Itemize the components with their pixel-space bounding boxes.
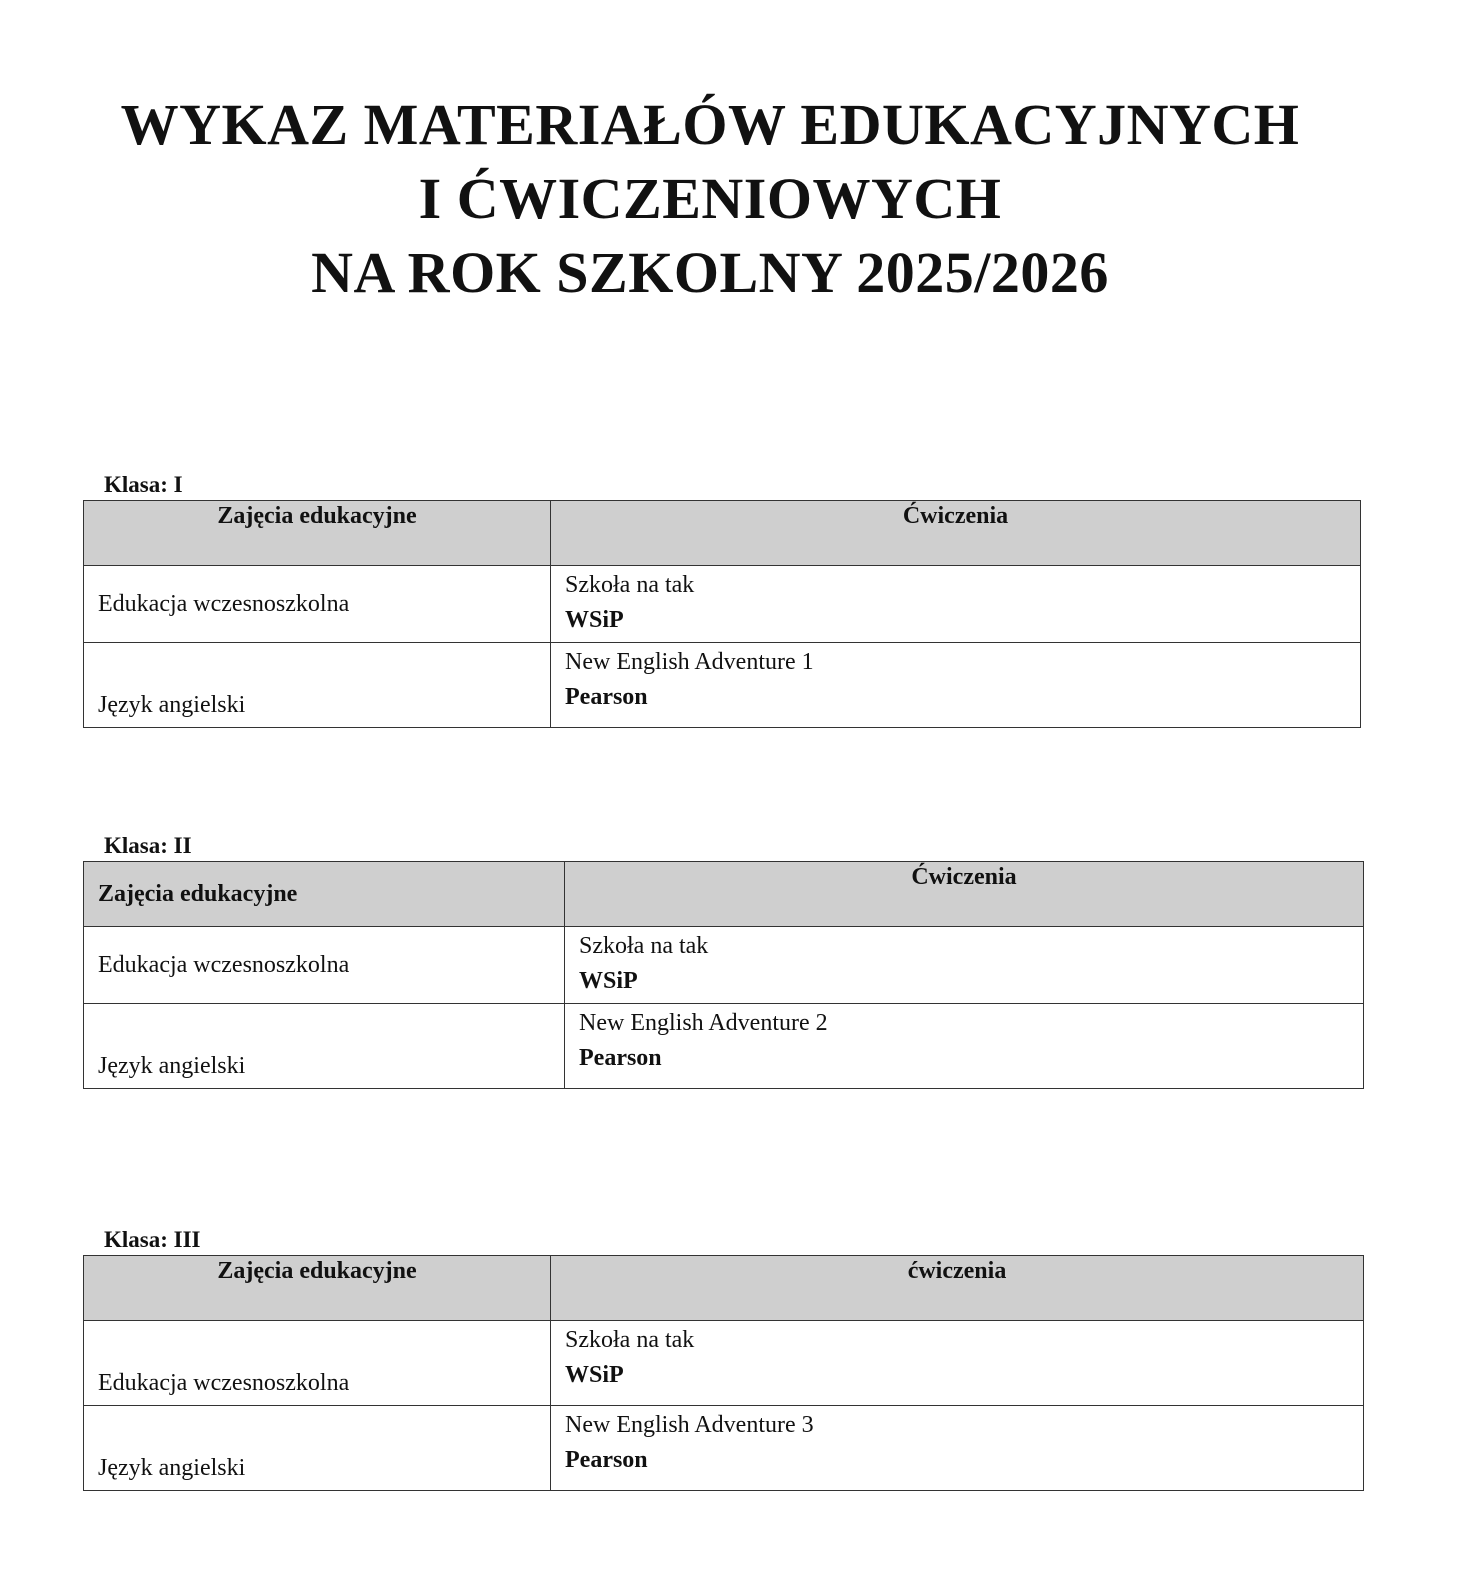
material-title: Szkoła na tak xyxy=(565,1327,695,1353)
class-3-table xyxy=(83,1255,1364,1491)
header-materials: ćwiczenia xyxy=(551,1256,1364,1321)
table-header-row xyxy=(84,501,1361,566)
material-cell xyxy=(551,566,1361,643)
material-cell xyxy=(565,1004,1364,1089)
table-row xyxy=(84,1321,1364,1406)
subject-cell: Język angielski xyxy=(84,1004,565,1089)
material-title: New English Adventure 2 xyxy=(579,1010,828,1036)
material-publisher: WSiP xyxy=(579,968,638,994)
table-header-row xyxy=(84,862,1364,927)
header-subject: Zajęcia edukacyjne xyxy=(84,862,565,927)
material-publisher: Pearson xyxy=(579,1045,662,1071)
subject-cell: Język angielski xyxy=(84,643,551,728)
subject-cell: Edukacja wczesnoszkolna xyxy=(84,566,551,643)
material-title: New English Adventure 3 xyxy=(565,1412,814,1438)
material-cell xyxy=(551,1321,1364,1406)
material-cell xyxy=(565,927,1364,1004)
header-materials: Ćwiczenia xyxy=(551,501,1361,566)
table-header-row xyxy=(84,1256,1364,1321)
subject-cell: Edukacja wczesnoszkolna xyxy=(84,927,565,1004)
material-publisher: Pearson xyxy=(565,1447,648,1473)
material-publisher: WSiP xyxy=(565,607,624,633)
title-line-3: NA ROK SZKOLNY 2025/2026 xyxy=(311,240,1109,305)
table-row xyxy=(84,566,1361,643)
table-row xyxy=(84,643,1361,728)
class-1-label: Klasa: I xyxy=(104,472,183,497)
header-subject: Zajęcia edukacyjne xyxy=(84,1256,551,1321)
material-cell xyxy=(551,643,1361,728)
document-title xyxy=(0,88,1420,310)
class-3-label: Klasa: III xyxy=(104,1227,201,1252)
title-line-2: I ĆWICZENIOWYCH xyxy=(418,166,1002,231)
title-line-1: WYKAZ MATERIAŁÓW EDUKACYJNYCH xyxy=(120,92,1300,157)
table-row xyxy=(84,1406,1364,1491)
material-title: New English Adventure 1 xyxy=(565,649,814,675)
header-materials: Ćwiczenia xyxy=(565,862,1364,927)
class-1-table xyxy=(83,500,1361,728)
header-subject: Zajęcia edukacyjne xyxy=(84,501,551,566)
class-2-table xyxy=(83,861,1364,1089)
subject-cell: Edukacja wczesnoszkolna xyxy=(84,1321,551,1406)
table-row xyxy=(84,1004,1364,1089)
material-publisher: Pearson xyxy=(565,684,648,710)
material-publisher: WSiP xyxy=(565,1362,624,1388)
class-2-label: Klasa: II xyxy=(104,833,192,858)
material-title: Szkoła na tak xyxy=(565,572,695,598)
table-row xyxy=(84,927,1364,1004)
material-title: Szkoła na tak xyxy=(579,933,709,959)
subject-cell: Język angielski xyxy=(84,1406,551,1491)
material-cell xyxy=(551,1406,1364,1491)
